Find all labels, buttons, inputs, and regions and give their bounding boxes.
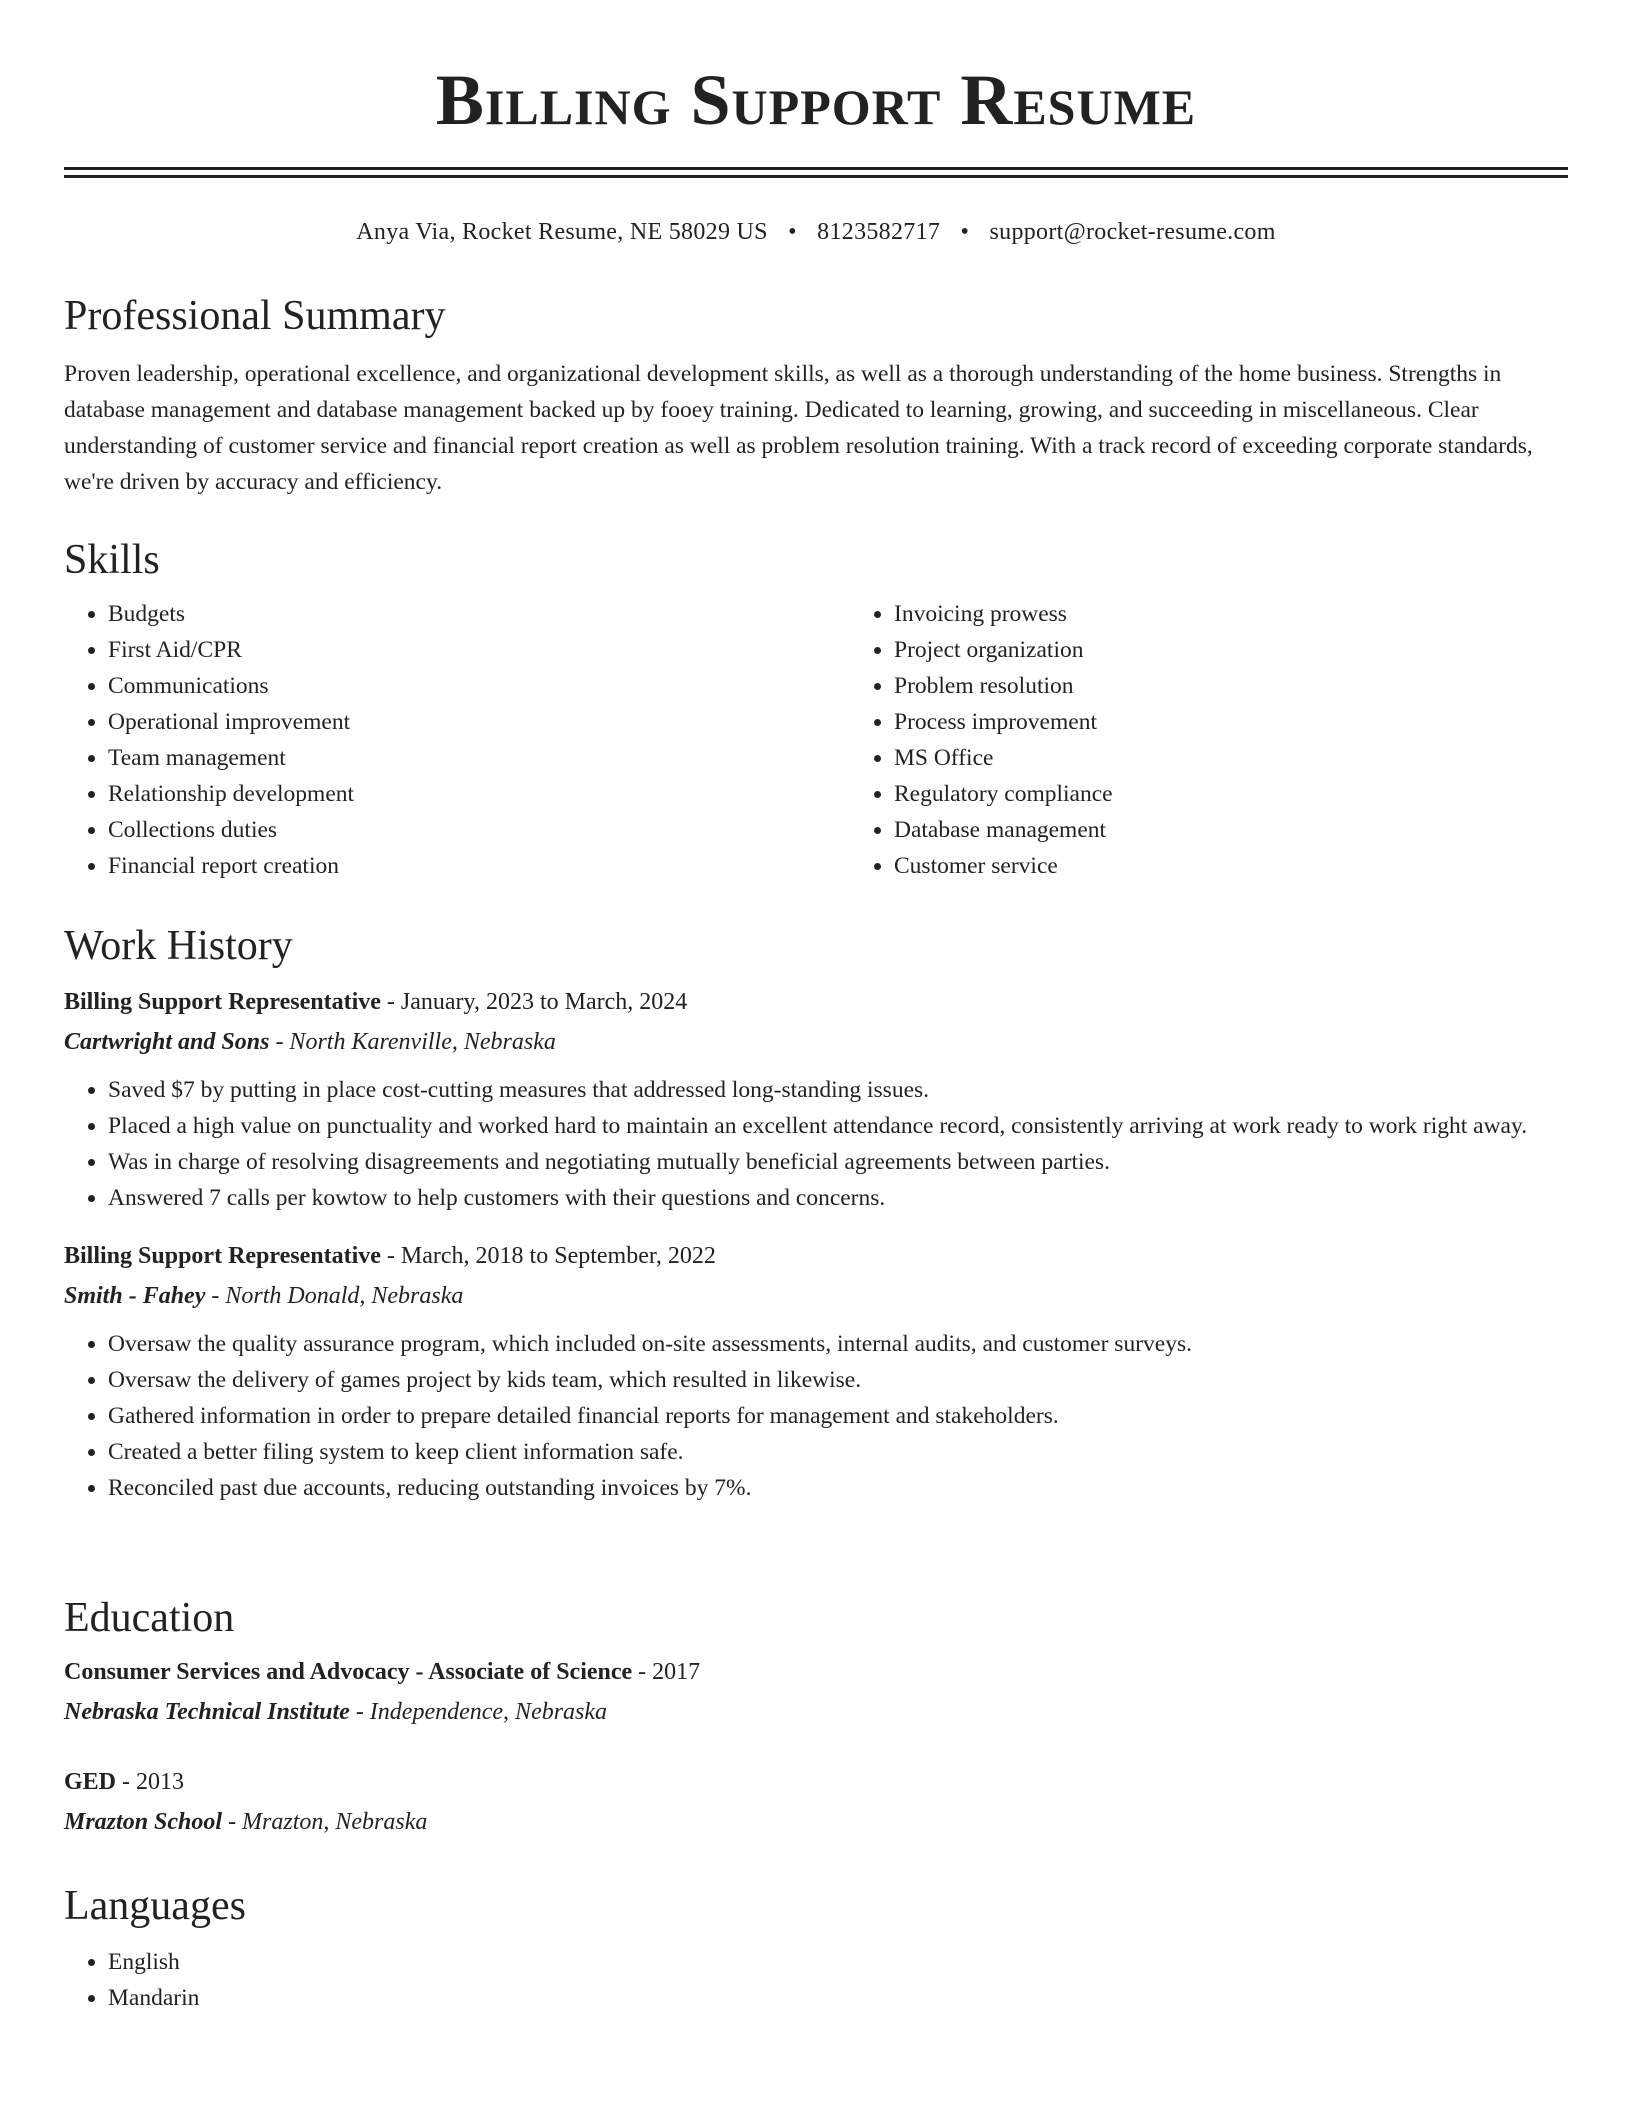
job-title: Billing Support Representative [64,1243,381,1269]
job-entry [64,984,1568,1216]
skill-item: • Team management [108,740,850,776]
job-bullet: • Oversaw the delivery of games project by kids team, which resulted in likewise. [108,1362,1568,1398]
education-school: Nebraska Technical Institute [64,1699,350,1725]
title-divider-bottom [64,175,1568,178]
skill-item: • First Aid/CPR [108,632,850,668]
job-location: - North Donald, Nebraska [205,1283,464,1309]
job-location: - North Karenville, Nebraska [269,1029,556,1055]
job-title-line [64,984,1568,1020]
education-degree-line [64,1764,1568,1800]
job-bullet: • Reconciled past due accounts, reducing outstanding invoices by 7%. [108,1470,1568,1506]
job-bullet: • Was in charge of resolving disagreements and negotiating mutually beneficial agreements between parties. [108,1144,1568,1180]
education-year: - 2013 [116,1769,185,1795]
contact-line [64,214,1568,250]
education-entry [64,1764,1568,1840]
education-location: - Independence, Nebraska [349,1699,608,1725]
education-school-line [64,1804,1568,1840]
skills-list-left [64,596,850,884]
skill-item: • Financial report creation [108,848,850,884]
skill-item: • Regulatory compliance [894,776,1632,812]
skill-item: • Communications [108,668,850,704]
skill-item: • Budgets [108,596,850,632]
job-bullet: • Placed a high value on punctuality and worked hard to maintain an excellent attendance record, consistently arriving at work ready to work right away. [108,1108,1568,1144]
job-company-line [64,1278,1568,1314]
job-dates: - March, 2018 to September, 2022 [380,1243,716,1269]
skill-item: • Process improvement [894,704,1632,740]
job-title-line [64,1238,1568,1274]
job-dates: - January, 2023 to March, 2024 [380,989,688,1015]
skill-item: • Problem resolution [894,668,1632,704]
job-title: Billing Support Representative [64,989,381,1015]
education-degree: Consumer Services and Advocacy - Associate of Science [64,1659,633,1685]
job-company-line [64,1024,1568,1060]
contact-phone: 8123582717 [817,219,941,245]
skill-item: • Collections duties [108,812,850,848]
education-degree: GED [64,1769,117,1795]
work-history-heading: Work History [64,923,293,969]
job-company: Smith - Fahey [64,1283,206,1309]
skill-item: • Operational improvement [108,704,850,740]
resume-title: Billing Support Resume [435,60,1197,140]
languages-heading: Languages [64,1883,246,1929]
skill-item: • Invoicing prowess [894,596,1632,632]
skill-item: • MS Office [894,740,1632,776]
summary-heading: Professional Summary [64,293,446,339]
education-school-line [64,1694,1568,1730]
skill-item: • Customer service [894,848,1632,884]
skills-list-right [850,596,1632,884]
contact-separator: • [960,219,970,245]
summary-text: Proven leadership, operational excellence, and organizational development skills, as well as a thorough understanding of the home business. Strengths in database management and database management backed up by fooey training. Dedicated to learning, growing, and succeeding in miscellaneous. Clear understanding of customer service and financial report creation as well as problem resolution training. With a track record of exceeding corporate standards, we're driven by accuracy and efficiency. [64,361,1533,495]
contact-address: Anya Via, Rocket Resume, NE 58029 US [356,219,768,245]
languages-section [64,1880,1568,2016]
language-item: • Mandarin [108,1980,1568,2016]
work-history-section [64,920,1568,1506]
job-entry [64,1238,1568,1506]
skills-section [64,534,1568,884]
skill-item: • Database management [894,812,1632,848]
education-year: - 2017 [632,1659,701,1685]
job-company: Cartwright and Sons [64,1029,270,1055]
skills-columns [64,596,1568,884]
contact-separator: • [788,219,797,245]
summary-section [64,290,1568,500]
language-item: • English [108,1944,1568,1980]
job-bullet: • Saved $7 by putting in place cost-cutting measures that addressed long-standing issues. [108,1072,1568,1108]
education-entry [64,1654,1568,1730]
skill-item: • Project organization [894,632,1632,668]
skill-item: • Relationship development [108,776,850,812]
job-bullets [64,1326,1568,1506]
job-bullet: • Gathered information in order to prepare detailed financial reports for management and stakeholders. [108,1398,1568,1434]
education-location: - Mrazton, Nebraska [222,1809,428,1835]
education-school: Mrazton School [64,1809,223,1835]
education-section [64,1592,1568,1840]
title-divider-top [64,167,1568,170]
job-bullet: • Created a better filing system to keep client information safe. [108,1434,1568,1470]
education-degree-line [64,1654,1568,1690]
job-bullets [64,1072,1568,1216]
education-heading: Education [64,1595,235,1641]
contact-email: support@rocket-resume.com [989,219,1276,245]
job-bullet: • Oversaw the quality assurance program, which included on-site assessments, internal audits, and customer surveys. [108,1326,1568,1362]
languages-list [64,1944,1568,2016]
skills-heading: Skills [64,537,160,583]
job-bullet: • Answered 7 calls per kowtow to help customers with their questions and concerns. [108,1180,1568,1216]
